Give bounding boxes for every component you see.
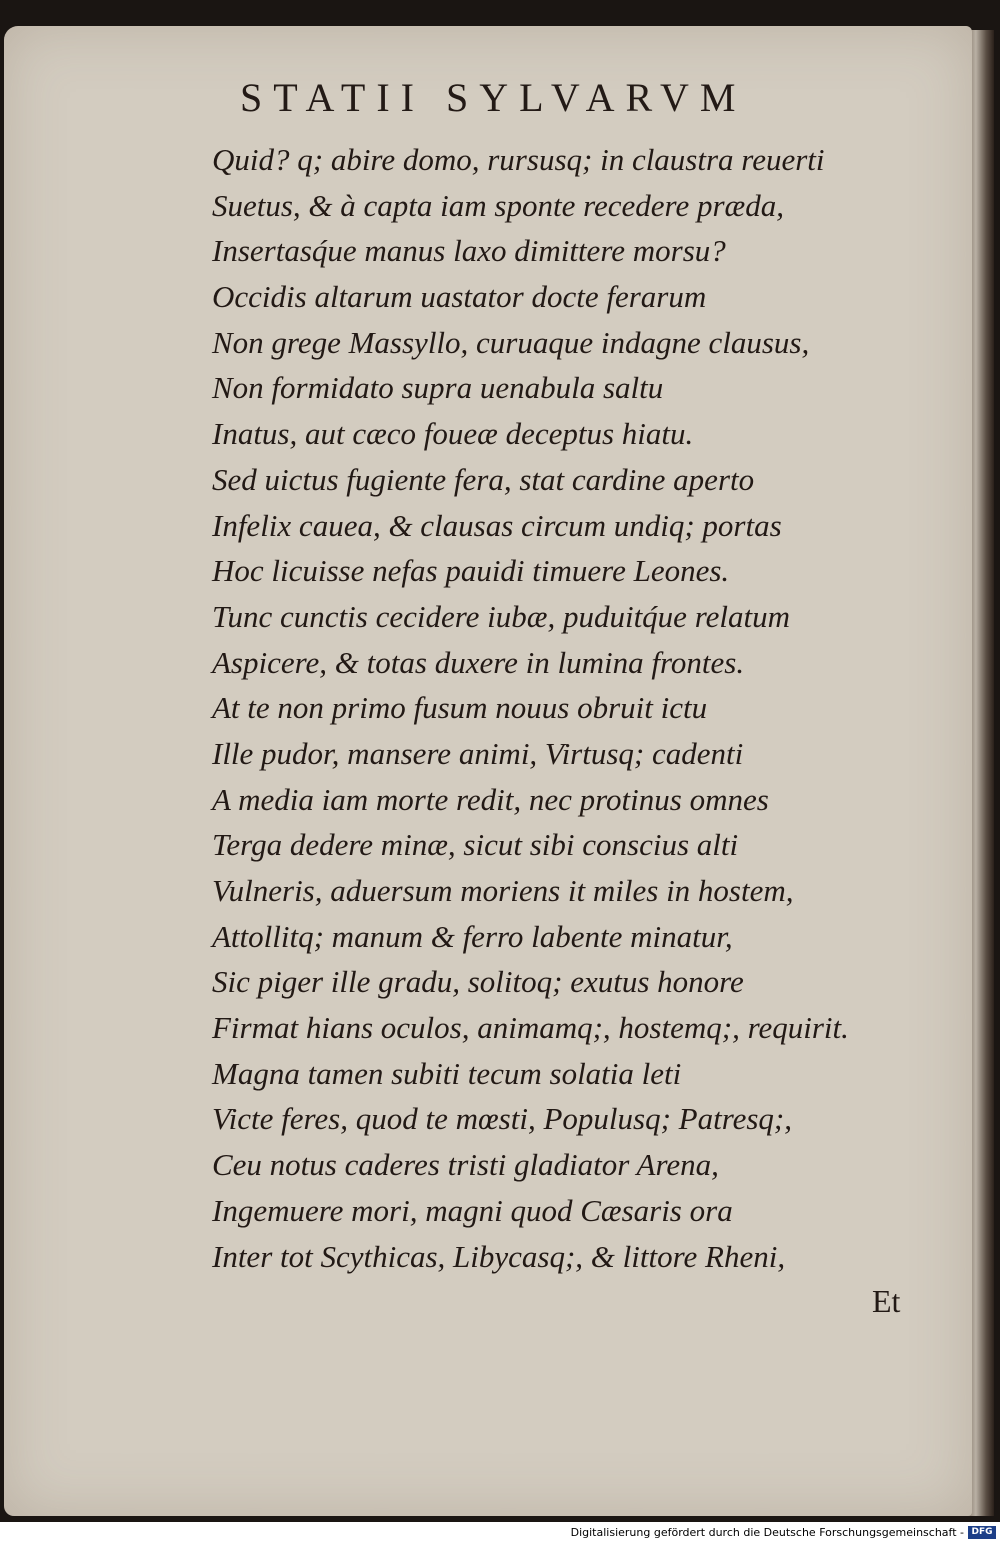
running-head: STATII SYLVARVM bbox=[240, 75, 747, 120]
digitization-footer bbox=[0, 1522, 1000, 1544]
verse-list bbox=[212, 137, 912, 1279]
verse-line: Victe feres, quod te mœsti, Populusq; Patresq;, bbox=[212, 1101, 793, 1137]
verse-line: Terga dedere minæ, sicut sibi conscius alti bbox=[212, 827, 739, 863]
verse-line: Tunc cunctis cecidere iubæ, puduitq́ue relatum bbox=[212, 598, 790, 634]
verse-line: Vulneris, aduersum moriens it miles in hostem, bbox=[212, 873, 794, 908]
verse-line: Inter tot Scythicas, Libycasq;, & littore Rheni, bbox=[212, 1238, 786, 1274]
verse-line: Quid? q; abire domo, rursusq; in claustra reuerti bbox=[212, 142, 825, 177]
verse-line: Non grege Massyllo, curuaque indagne clausus, bbox=[212, 324, 810, 360]
verse-line: Inatus, aut cæco foueæ deceptus hiatu. bbox=[212, 416, 694, 452]
verse-line: Infelix cauea, & clausas circum undiq; portas bbox=[212, 507, 782, 543]
verse-line: Suetus, & à capta iam sponte recedere præda, bbox=[212, 187, 784, 223]
verse-line: Aspicere, & totas duxere in lumina frontes. bbox=[212, 644, 745, 680]
verse-line: Ille pudor, mansere animi, Virtusq; cadenti bbox=[212, 735, 744, 771]
verse-line: At te non primo fusum nouus obruit ictu bbox=[212, 690, 708, 726]
verse-line: Magna tamen subiti tecum solatia leti bbox=[212, 1055, 682, 1091]
verse-line: Sic piger ille gradu, solitoq; exutus honore bbox=[212, 964, 744, 1000]
verse-line: Firmat hians oculos, animamq;, hostemq;, requirit. bbox=[212, 1010, 849, 1046]
funding-credit: Digitalisierung gefördert durch die Deutsche Forschungsgemeinschaft - bbox=[570, 1526, 964, 1539]
verse-line: Non formidato supra uenabula saltu bbox=[212, 370, 664, 406]
verse-line: A media iam morte redit, nec protinus omnes bbox=[212, 781, 769, 817]
verse-line: Hoc licuisse nefas pauidi timuere Leones. bbox=[212, 553, 730, 589]
dfg-logo-icon[interactable]: DFG bbox=[968, 1526, 996, 1539]
verse-line: Ingemuere mori, magni quod Cæsaris ora bbox=[212, 1192, 733, 1228]
verse-line: Occidis altarum uastator docte ferarum bbox=[212, 279, 707, 315]
verse-line: Sed uictus fugiente fera, stat cardine aperto bbox=[212, 461, 755, 497]
verse-line: Attollitq; manum & ferro labente minatur, bbox=[212, 918, 733, 954]
verse-line: Insertasq́ue manus laxo dimittere morsu? bbox=[212, 233, 726, 269]
verse-line: Ceu notus caderes tristi gladiator Arena, bbox=[212, 1147, 719, 1183]
catchword: Et bbox=[872, 1283, 901, 1319]
